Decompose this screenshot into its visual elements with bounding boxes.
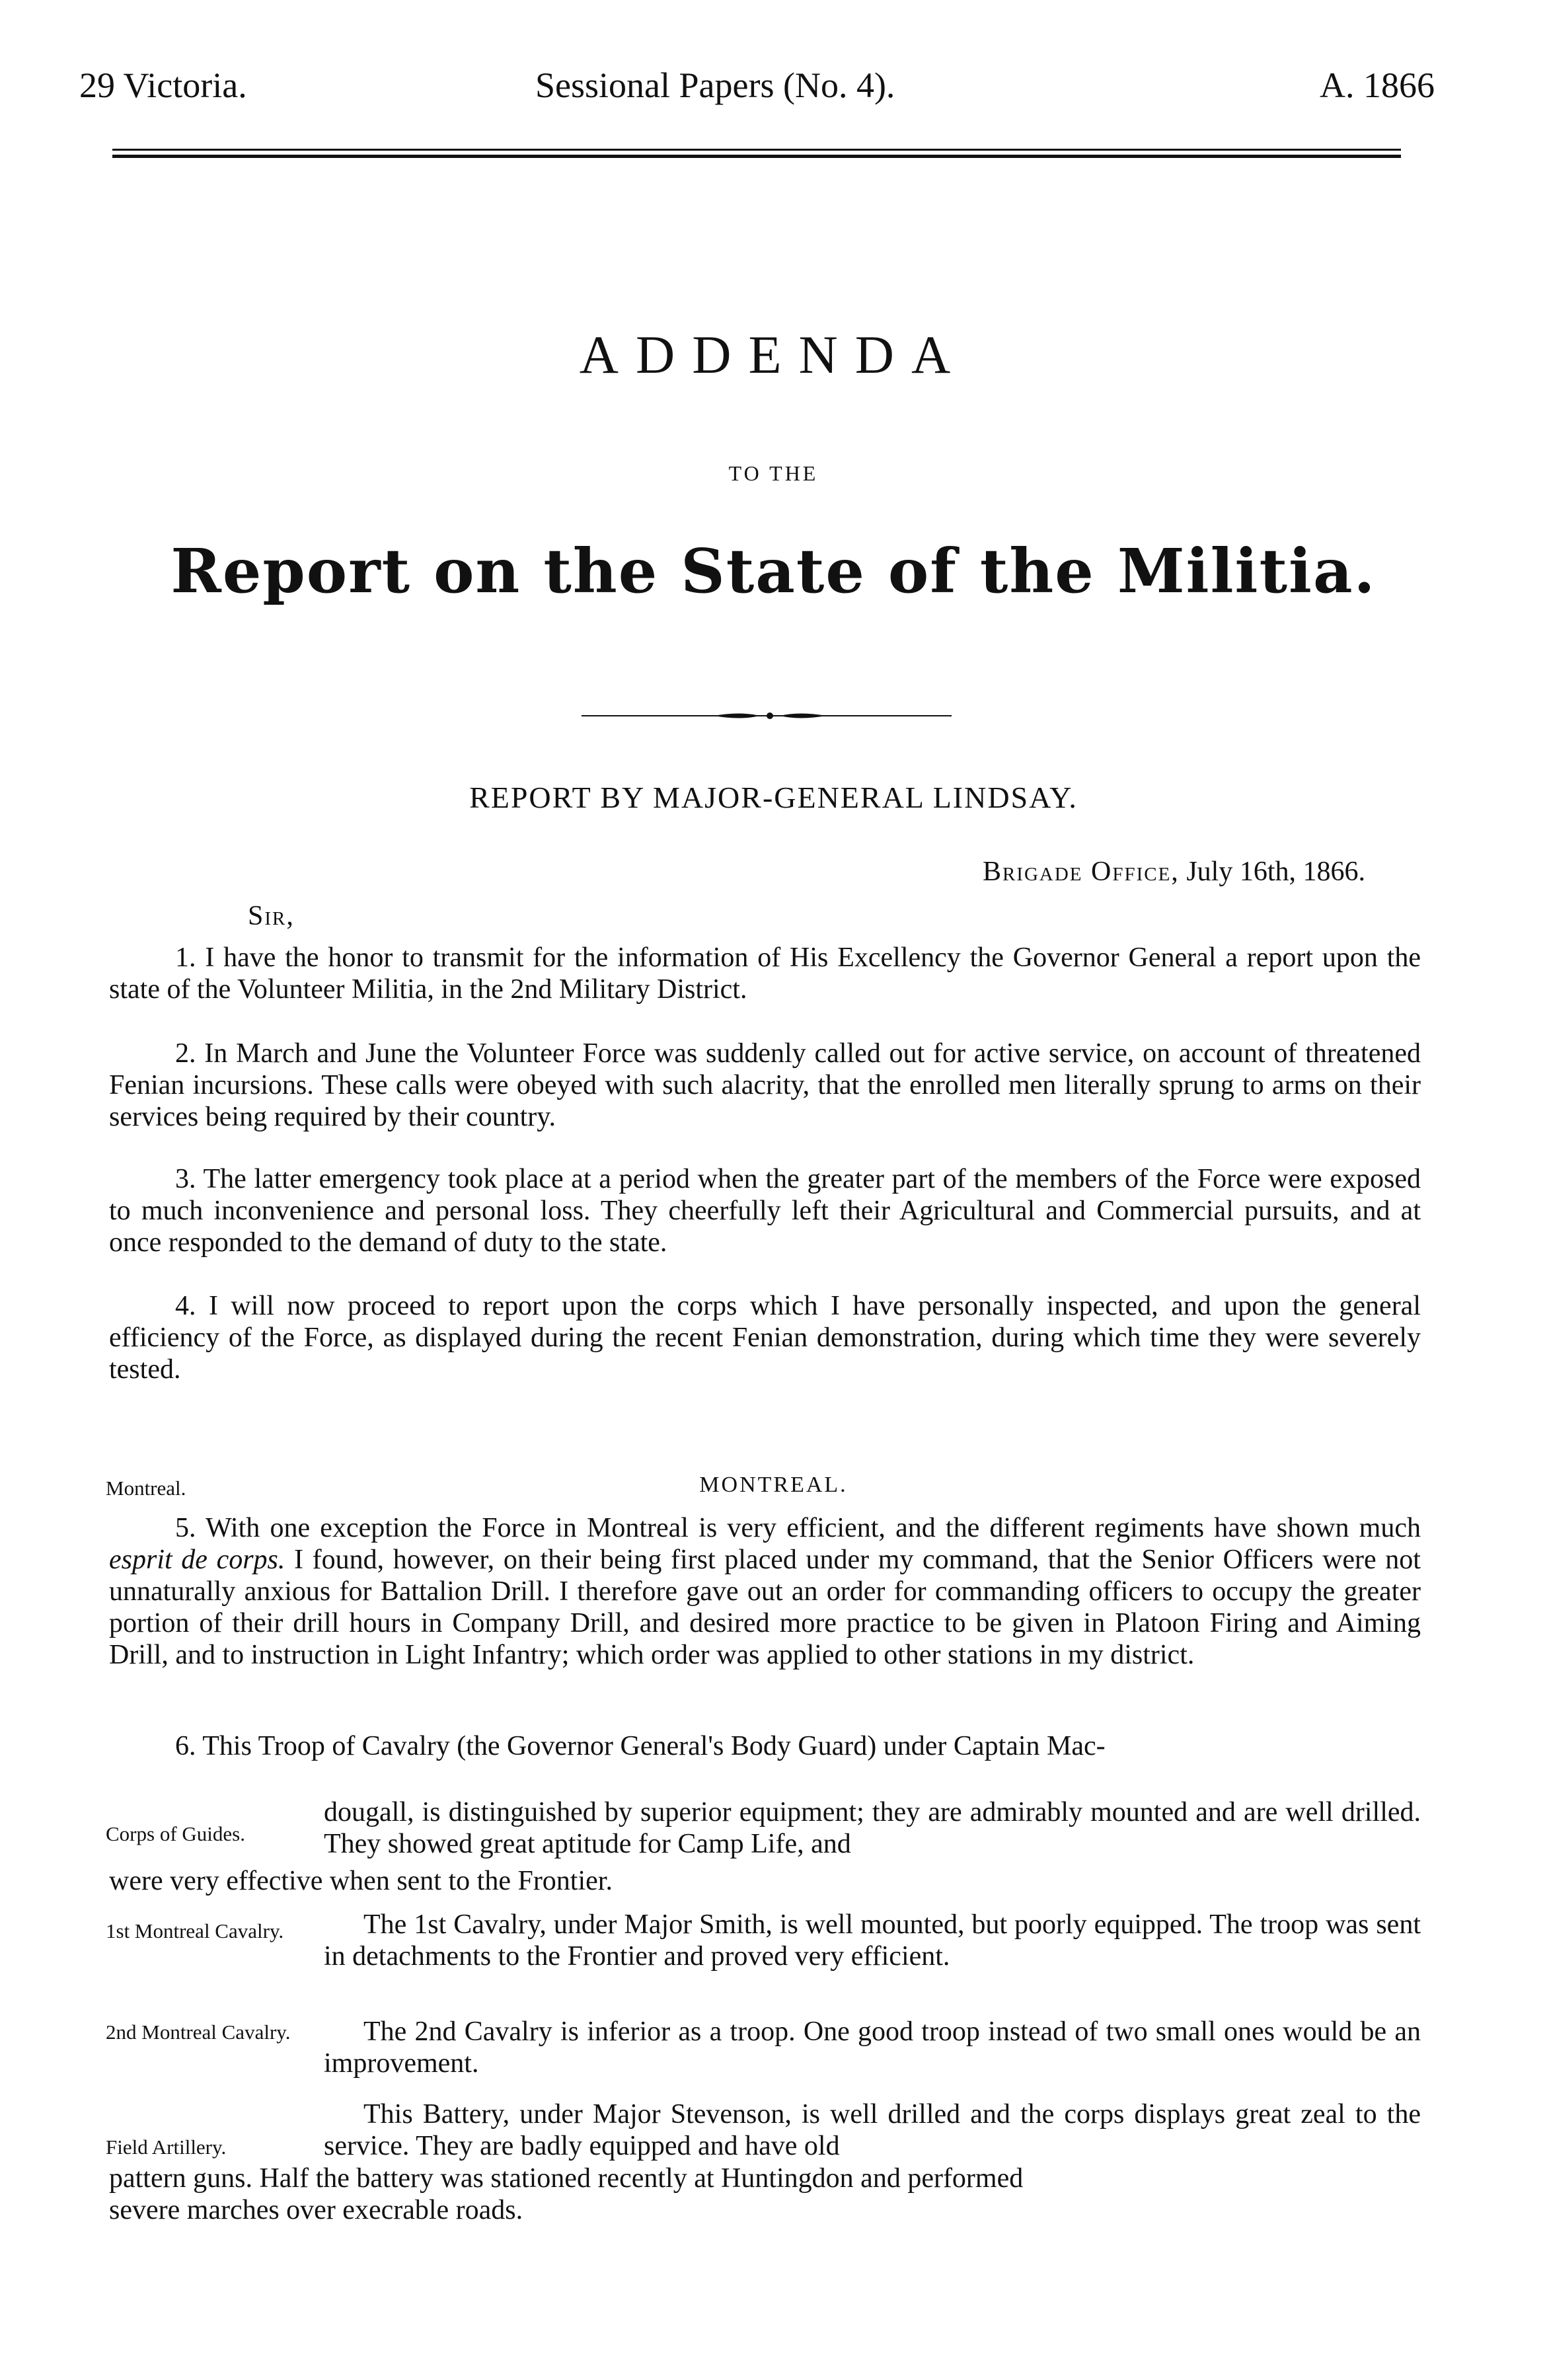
section-heading-montreal: MONTREAL. — [699, 1473, 848, 1497]
dateline-date: July 16th, 1866. — [1186, 857, 1365, 887]
running-header — [79, 65, 1435, 111]
addenda-heading: ADDENDA — [579, 325, 968, 385]
report-by-heading: REPORT BY MAJOR-GENERAL LINDSAY. — [469, 781, 1078, 814]
paragraph-4: 4. I will now proceed to report upon the corps which I have personally inspected, and upon the general efficiency of the Force, as displayed during the recent Fenian demonstration, during which time they were severely tested. — [109, 1291, 1421, 1385]
paragraph-2: 2. In March and June the Volunteer Force was suddenly called out for active service, on account of threatened Fenian incursions. These calls were obeyed with such alacrity, that the enrolled men literally sprung to arms on their services being required by their country. — [109, 1038, 1421, 1132]
paragraph-5-text-b: I found, however, on their being first placed under my command, that the Senior Officers were not unnaturally anxious for Battalion Drill. I therefore gave out an order for commanding officers to occupy the greater portion of their drill hours in Company Drill, and desired more practice to be given in Platoon Firing and Aiming Drill, and to instruction in Light Infantry; which order was applied to other stations in my district. — [109, 1545, 1421, 1670]
header-papers: Sessional Papers (No. 4). — [535, 65, 895, 105]
dateline-office: Brigade Office, — [982, 857, 1180, 887]
paragraph-artillery-line-3: severe marches over execrable roads. — [109, 2195, 523, 2225]
paragraph-1: 1. I have the honor to transmit for the information of His Excellency the Governor General a report upon the state of the Volunteer Militia, in the 2nd Military District. — [109, 942, 1421, 1005]
margin-note-guides: Corps of Guides. — [106, 1822, 245, 1845]
paragraph-6-body: dougall, is distinguished by superior equipment; they are admirably mounted and are well drilled. They showed great aptitude for Camp Life, and — [324, 1797, 1421, 1859]
paragraph-artillery-line-2: pattern guns. Half the battery was stationed recently at Huntingdon and performed — [109, 2163, 1024, 2194]
margin-note-2nd-cavalry: 2nd Montreal Cavalry. — [106, 2020, 291, 2044]
salutation: Sir, — [248, 901, 295, 931]
paragraph-6-first-line: 6. This Troop of Cavalry (the Governor General's Body Guard) under Captain Mac- — [175, 1731, 1106, 1761]
paragraph-1st-cavalry: The 1st Cavalry, under Major Smith, is well mounted, but poorly equipped. The troop was sent in detachments to the Frontier and proved very efficient. — [324, 1909, 1421, 1972]
dateline — [983, 856, 1365, 888]
paragraph-6-last-line: were very effective when sent to the Frontier. — [109, 1866, 613, 1896]
paragraph-3: 3. The latter emergency took place at a period when the greater part of the members of the Force were exposed to much inconvenience and personal loss. They cheerfully left their Agricultural and Commercial pursuits, and at once responded to the demand of duty to the state. — [109, 1164, 1421, 1258]
margin-note-1st-cavalry: 1st Montreal Cavalry. — [106, 1919, 284, 1942]
margin-note-montreal: Montreal. — [106, 1477, 186, 1500]
paragraph-5-text-a: 5. With one exception the Force in Montreal is very efficient, and the different regiments have shown much — [175, 1513, 1421, 1543]
header-session: 29 Victoria. — [79, 65, 247, 105]
report-title: Report on the State of the Militia. — [170, 535, 1377, 607]
header-year: A. 1866 — [1320, 65, 1435, 105]
paragraph-5-italic: esprit de corps. — [109, 1545, 285, 1575]
paragraph-artillery: This Battery, under Major Stevenson, is well drilled and the corps displays great zeal to the service. They are badly equipped and have old — [324, 2099, 1421, 2161]
margin-note-artillery: Field Artillery. — [106, 2135, 227, 2159]
title-ornament — [582, 710, 952, 721]
to-the-heading: TO THE — [728, 461, 819, 485]
header-rule-thick — [112, 155, 1401, 158]
paragraph-2nd-cavalry: The 2nd Cavalry is inferior as a troop. One good troop instead of two small ones would be an improvement. — [324, 2016, 1421, 2079]
header-rule-thin — [112, 149, 1401, 151]
paragraph-5 — [109, 1512, 1421, 1671]
